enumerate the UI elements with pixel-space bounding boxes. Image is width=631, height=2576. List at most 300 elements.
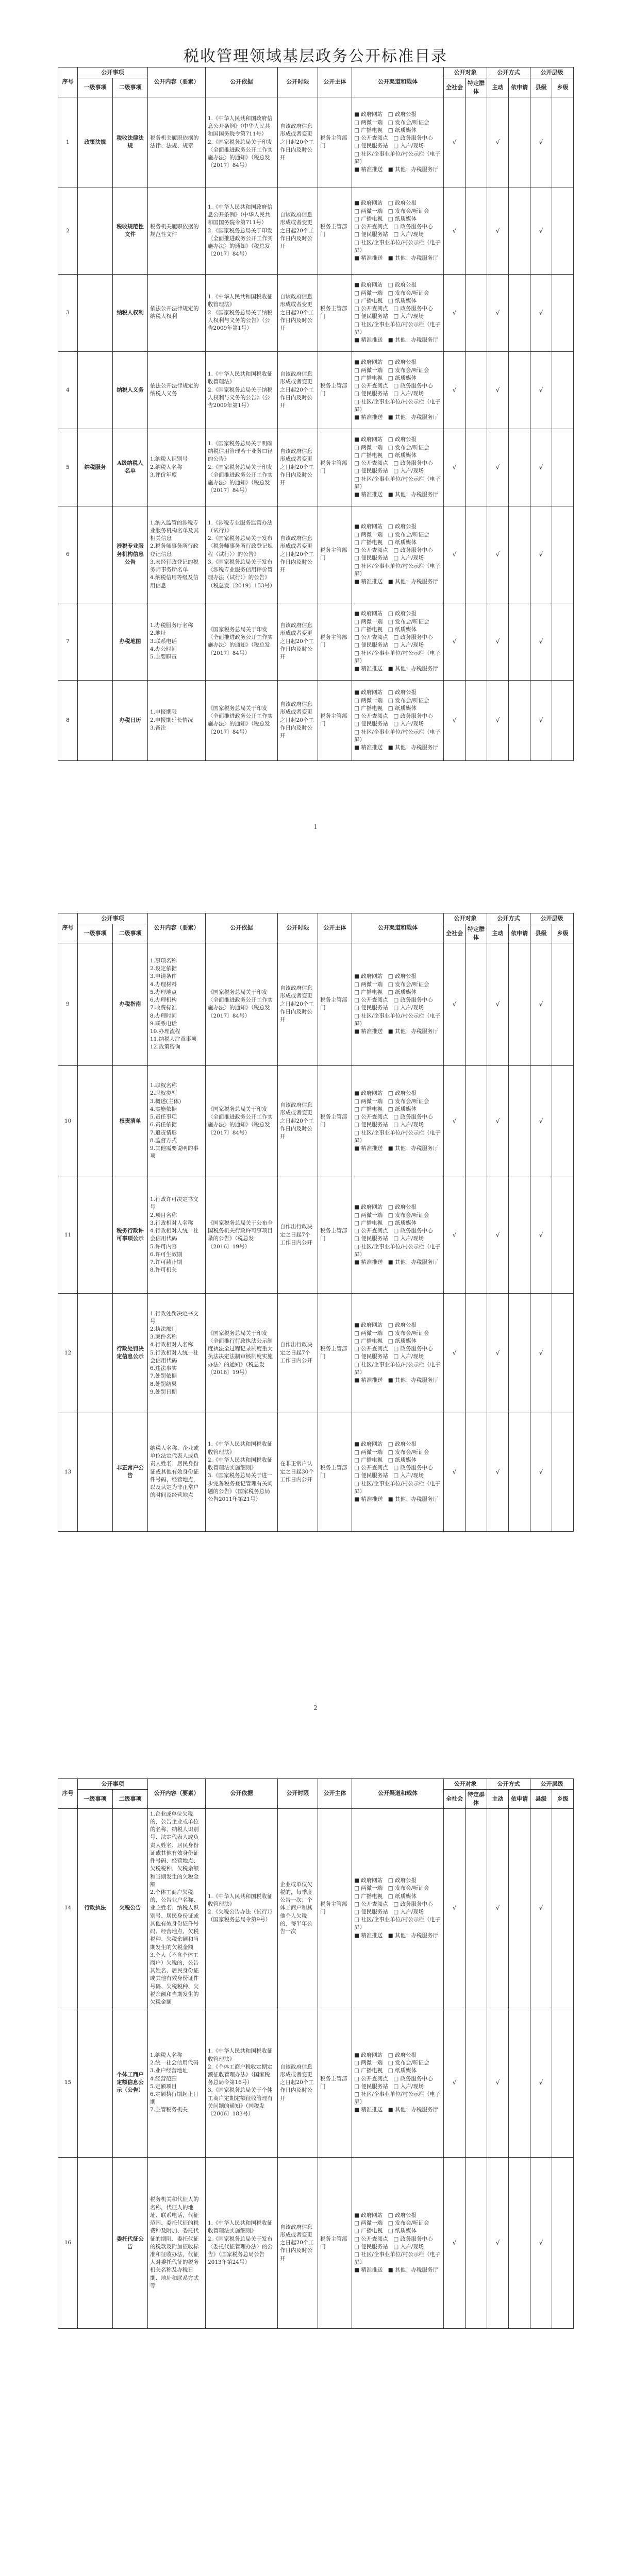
row-check-apply xyxy=(509,680,530,760)
row-check-apply xyxy=(509,1808,530,2008)
row-check-spec xyxy=(466,1177,487,1293)
row-check-active: √ xyxy=(487,603,509,680)
row-basis: 1.《中华人民共和国税收征收管理法》 2.《个体工商户税收定期定额征收管理办法》（国家税务总局令第16号） 3.《国家税务总局关于个体工商户定期定额征收管理有关问题的通知》（国税发〔2006〕183号） xyxy=(206,2008,278,2158)
row-channel: ■ 政府网站 □ 政府公报 □ 两微一端 □ 发布会/听证会 □ 广播电视 □ 纸质媒体 □ 公开查阅点 □ 政务服务中心 □ 便民服务站 □ 入户/现场 □ 社区/企事业单位/村公示栏（电子屏） ■ 精准推送 ■ 其他：办税服务厅 xyxy=(352,1177,444,1293)
row-content: 依法公开法律规定的纳税人权利 xyxy=(148,274,206,351)
row-check-active: √ xyxy=(487,188,509,274)
row-check-apply xyxy=(509,943,530,1065)
row-check-active: √ xyxy=(487,351,509,429)
row-channel: ■ 政府网站 □ 政府公报 □ 两微一端 □ 发布会/听证会 □ 广播电视 □ 纸质媒体 □ 公开查阅点 □ 政务服务中心 □ 便民服务站 □ 入户/现场 □ 社区/企事业单位/村公示栏（电子屏） ■ 精准推送 ■ 其他：办税服务厅 xyxy=(352,188,444,274)
row-subject: 税务主管部门 xyxy=(318,429,352,506)
header-method-apply: 依申请 xyxy=(509,78,530,97)
row-check-all: √ xyxy=(444,1065,466,1177)
row-item-l2: 纳税人义务 xyxy=(113,351,148,429)
header-obj-specific: 特定群体 xyxy=(466,1789,487,1808)
row-content: 1.办税服务厅名称 2.地址 3.联系电话 4.办公时间 5.主要职责 xyxy=(148,603,206,680)
row-check-county: √ xyxy=(530,506,552,603)
row-check-all: √ xyxy=(444,1177,466,1293)
row-channel: ■ 政府网站 □ 政府公报 □ 两微一端 □ 发布会/听证会 □ 广播电视 □ 纸质媒体 □ 公开查阅点 □ 政务服务中心 □ 便民服务站 □ 入户/现场 □ 社区/企事业单位/村公示栏（电子屏） ■ 精准推送 ■ 其他：办税服务厅 xyxy=(352,2158,444,2329)
row-seq: 4 xyxy=(58,351,78,429)
catalog-table-page-1 xyxy=(58,67,574,761)
table-row xyxy=(58,351,574,429)
row-check-active: √ xyxy=(487,1808,509,2008)
row-time: 自该政府信息形成或者变更之日起20个工作日内及时公开 xyxy=(278,506,318,603)
header-basis: 公开依据 xyxy=(206,67,278,97)
row-check-apply xyxy=(509,429,530,506)
row-check-spec xyxy=(466,506,487,603)
row-item-l2: 涉税专业服务机构信息公告 xyxy=(113,506,148,603)
row-check-spec xyxy=(466,680,487,760)
row-check-town xyxy=(552,603,574,680)
row-channel: ■ 政府网站 □ 政府公报 □ 两微一端 □ 发布会/听证会 □ 广播电视 □ 纸质媒体 □ 公开查阅点 □ 政务服务中心 □ 便民服务站 □ 入户/现场 □ 社区/企事业单位/村公示栏（电子屏） ■ 精准推送 ■ 其他：办税服务厅 xyxy=(352,1293,444,1413)
row-time: 自该政府信息形成或者变更之日起20个工作日内及时公开 xyxy=(278,2008,318,2158)
row-item-l1 xyxy=(78,603,113,680)
header-method-apply: 依申请 xyxy=(509,1789,530,1808)
row-check-county: √ xyxy=(530,2158,552,2329)
row-item-l2: 税收规范性文件 xyxy=(113,188,148,274)
row-item-l2: 办税日历 xyxy=(113,680,148,760)
row-check-spec xyxy=(466,603,487,680)
row-check-active: √ xyxy=(487,274,509,351)
header-basis: 公开依据 xyxy=(206,913,278,943)
row-check-all: √ xyxy=(444,2008,466,2158)
table-row xyxy=(58,506,574,603)
row-time: 在非正常户认定之日起30个工作日内公开 xyxy=(278,1413,318,1531)
header-level-town: 乡级 xyxy=(552,78,574,97)
table-row xyxy=(58,1065,574,1177)
row-check-apply xyxy=(509,274,530,351)
header-item-l2: 二级事项 xyxy=(113,1789,148,1808)
row-item-l2: 税务行政许可事项公示 xyxy=(113,1177,148,1293)
row-item-l1 xyxy=(78,2158,113,2329)
row-check-spec xyxy=(466,2008,487,2158)
row-check-town xyxy=(552,429,574,506)
row-check-active: √ xyxy=(487,943,509,1065)
row-basis: 《国家税务总局关于印发〈全面推进政务公开工作实施办法〉的通知》（税总发〔2017〕84号） xyxy=(206,680,278,760)
row-basis: 1.《中华人民共和国税收征收管理法》 2.《中华人民共和国税收征收管理法实施细则》 3.《国家税务总局关于进一步完善税务登记管理有关问题的公告》（国家税务总局公告2011年第21号） xyxy=(206,1413,278,1531)
row-subject: 税务主管部门 xyxy=(318,2158,352,2329)
row-check-apply xyxy=(509,1065,530,1177)
header-seq: 序号 xyxy=(58,67,78,97)
row-check-county: √ xyxy=(530,1293,552,1413)
row-check-all: √ xyxy=(444,680,466,760)
header-time: 公开时限 xyxy=(278,67,318,97)
row-check-county: √ xyxy=(530,351,552,429)
row-channel: ■ 政府网站 □ 政府公报 □ 两微一端 □ 发布会/听证会 □ 广播电视 □ 纸质媒体 □ 公开查阅点 □ 政务服务中心 □ 便民服务站 □ 入户/现场 □ 社区/企事业单位/村公示栏（电子屏） ■ 精准推送 ■ 其他：办税服务厅 xyxy=(352,506,444,603)
header-level-town: 乡级 xyxy=(552,924,574,943)
row-check-all: √ xyxy=(444,2158,466,2329)
header-method: 公开方式 xyxy=(487,67,530,78)
header-content: 公开内容（要素） xyxy=(148,1779,206,1809)
header-method-apply: 依申请 xyxy=(509,924,530,943)
row-channel: ■ 政府网站 □ 政府公报 □ 两微一端 □ 发布会/听证会 □ 广播电视 □ 纸质媒体 □ 公开查阅点 □ 政务服务中心 □ 便民服务站 □ 入户/现场 □ 社区/企事业单位/村公示栏（电子屏） ■ 精准推送 ■ 其他：办税服务厅 xyxy=(352,1413,444,1531)
row-seq: 1 xyxy=(58,97,78,188)
header-item: 公开事项 xyxy=(78,1779,148,1790)
row-check-town xyxy=(552,1808,574,2008)
row-basis: 1.《中华人民共和国政府信息公开条例》（中华人民共和国国务院令第711号） 2.《国家税务总局关于印发〈全面推进政务公开工作实施办法〉的通知》（税总发〔2017〕84号） xyxy=(206,188,278,274)
header-time: 公开时限 xyxy=(278,1779,318,1809)
row-item-l1: 行政执法 xyxy=(78,1808,113,2008)
row-check-spec xyxy=(466,1413,487,1531)
row-item-l2: 办税指南 xyxy=(113,943,148,1065)
header-item-l2: 二级事项 xyxy=(113,924,148,943)
header-item-l2: 二级事项 xyxy=(113,78,148,97)
row-subject: 税务主管部门 xyxy=(318,274,352,351)
row-seq: 12 xyxy=(58,1293,78,1413)
header-method-active: 主动 xyxy=(487,924,509,943)
row-basis: 1.《中华人民共和国税收征收管理法》 2.《国家税务总局关于纳税人权利与义务的公告》（公告2009年第1号） xyxy=(206,274,278,351)
row-item-l1 xyxy=(78,506,113,603)
row-time: 自该政府信息形成或者变更之日起20个工作日内及时公开 xyxy=(278,943,318,1065)
row-basis: 1.《中华人民共和国税收征收管理法》 2.《欠税公告办法（试行）》（国家税务总局令第9号） xyxy=(206,1808,278,2008)
row-check-county: √ xyxy=(530,429,552,506)
header-level-town: 乡级 xyxy=(552,1789,574,1808)
header-method: 公开方式 xyxy=(487,1779,530,1790)
header-obj-all: 全社会 xyxy=(444,924,466,943)
row-basis: 1.《中华人民共和国税收征收管理法实施细则》 2.《国家税务总局关于发布〈委托代征管理办法〉的公告》（国家税务总局公告2013年第24号） xyxy=(206,2158,278,2329)
row-check-all: √ xyxy=(444,1413,466,1531)
row-subject: 税务主管部门 xyxy=(318,351,352,429)
row-check-county: √ xyxy=(530,97,552,188)
row-check-town xyxy=(552,1065,574,1177)
table-row xyxy=(58,1413,574,1531)
table-body-page-3 xyxy=(58,1808,574,2328)
row-check-town xyxy=(552,506,574,603)
row-seq: 11 xyxy=(58,1177,78,1293)
row-subject: 税务主管部门 xyxy=(318,188,352,274)
catalog-table-page-2 xyxy=(58,913,574,1532)
header-channel: 公开渠道和载体 xyxy=(352,913,444,943)
row-subject: 税务主管部门 xyxy=(318,1413,352,1531)
row-check-apply xyxy=(509,2158,530,2329)
row-check-apply xyxy=(509,2008,530,2158)
row-check-spec xyxy=(466,1065,487,1177)
table-body-page-1 xyxy=(58,97,574,760)
row-time: 自该政府信息形成或者变更之日起20个工作日内及时公开 xyxy=(278,2158,318,2329)
row-seq: 8 xyxy=(58,680,78,760)
row-seq: 10 xyxy=(58,1065,78,1177)
table-row xyxy=(58,2008,574,2158)
row-seq: 14 xyxy=(58,1808,78,2008)
row-check-apply xyxy=(509,97,530,188)
row-check-active: √ xyxy=(487,97,509,188)
header-level-county: 县级 xyxy=(530,924,552,943)
row-subject: 税务主管部门 xyxy=(318,1808,352,2008)
row-content: 1.事项名称 2.设定依据 3.申请条件 4.办理材料 5.办理地点 6.办理机构 7.收费标准 8.办理时间 9.联系电话 10.办理流程 11.纳税人注意事项 12.政策咨询 xyxy=(148,943,206,1065)
row-content: 1.行政处罚决定书文号 2.执法部门 3.案件名称 4.行政相对人名称 5.行政相对人统一社会信用代码 6.违法事实 7.处罚依据 8.处罚结果 9.处罚日期 xyxy=(148,1293,206,1413)
row-time: 自该政府信息形成或者变更之日起20个工作日内及时公开 xyxy=(278,188,318,274)
row-check-county: √ xyxy=(530,943,552,1065)
row-check-county: √ xyxy=(530,274,552,351)
row-item-l2: 行政处罚决定信息公示 xyxy=(113,1293,148,1413)
row-channel: ■ 政府网站 □ 政府公报 □ 两微一端 □ 发布会/听证会 □ 广播电视 □ 纸质媒体 □ 公开查阅点 □ 政务服务中心 □ 便民服务站 □ 入户/现场 □ 社区/企事业单位/村公示栏（电子屏） ■ 精准推送 ■ 其他：办税服务厅 xyxy=(352,1065,444,1177)
row-basis: 1.《中华人民共和国税收征收管理法》 2.《国家税务总局关于纳税人权利与义务的公告》（公告2009年第1号） xyxy=(206,351,278,429)
header-subject: 公开主体 xyxy=(318,67,352,97)
row-time: 自作出行政决定之日起7个工作日内公开 xyxy=(278,1177,318,1293)
row-channel: ■ 政府网站 □ 政府公报 □ 两微一端 □ 发布会/听证会 □ 广播电视 □ 纸质媒体 □ 公开查阅点 □ 政务服务中心 □ 便民服务站 □ 入户/现场 □ 社区/企事业单位/村公示栏（电子屏） ■ 精准推送 ■ 其他：办税服务厅 xyxy=(352,274,444,351)
header-obj-specific: 特定群体 xyxy=(466,78,487,97)
header-subject: 公开主体 xyxy=(318,913,352,943)
row-item-l1 xyxy=(78,351,113,429)
row-item-l2: 委托代征公告 xyxy=(113,2158,148,2329)
row-seq: 15 xyxy=(58,2008,78,2158)
row-item-l2: 非正常户公告 xyxy=(113,1413,148,1531)
row-time: 自该政府信息形成或者变更之日起20个工作日内及时公开 xyxy=(278,680,318,760)
row-subject: 税务主管部门 xyxy=(318,506,352,603)
table-row xyxy=(58,1293,574,1413)
table-body-page-2 xyxy=(58,943,574,1531)
table-row xyxy=(58,274,574,351)
row-channel: ■ 政府网站 □ 政府公报 □ 两微一端 □ 发布会/听证会 □ 广播电视 □ 纸质媒体 □ 公开查阅点 □ 政务服务中心 □ 便民服务站 □ 入户/现场 □ 社区/企事业单位/村公示栏（电子屏） ■ 精准推送 ■ 其他：办税服务厅 xyxy=(352,603,444,680)
row-check-spec xyxy=(466,351,487,429)
header-obj-specific: 特定群体 xyxy=(466,924,487,943)
row-check-town xyxy=(552,943,574,1065)
header-time: 公开时限 xyxy=(278,913,318,943)
row-check-all: √ xyxy=(444,506,466,603)
row-seq: 6 xyxy=(58,506,78,603)
row-check-county: √ xyxy=(530,188,552,274)
row-item-l1 xyxy=(78,274,113,351)
row-basis: 1.《涉税专业服务监管办法（试行）》 2.《国家税务总局关于发布〈税务师事务所行政登记规程（试行）〉的公告》 3.《国家税务总局关于发布〈涉税专业服务信用评价管理办法（试行）〉的公告》（税总发〔2019〕153号） xyxy=(206,506,278,603)
row-basis: 《国家税务总局关于印发〈全面推进政务公开工作实施办法〉的通知》（税总发〔2017〕84号） xyxy=(206,943,278,1065)
row-time: 自该政府信息形成或者变更之日起20个工作日内及时公开 xyxy=(278,1065,318,1177)
row-check-active: √ xyxy=(487,680,509,760)
row-item-l1 xyxy=(78,1065,113,1177)
row-check-town xyxy=(552,2008,574,2158)
row-check-active: √ xyxy=(487,1413,509,1531)
row-check-all: √ xyxy=(444,97,466,188)
row-check-spec xyxy=(466,1808,487,2008)
row-item-l1 xyxy=(78,1413,113,1531)
row-seq: 3 xyxy=(58,274,78,351)
header-seq: 序号 xyxy=(58,1779,78,1809)
row-content: 1.行政许可决定书文号 2.项目名称 3.行政相对人名称 4.行政相对人统一社会信用代码 5.许可内容 6.许可生效期 7.许可截止期 8.许可机关 xyxy=(148,1177,206,1293)
row-seq: 7 xyxy=(58,603,78,680)
row-item-l1: 政策法规 xyxy=(78,97,113,188)
row-basis: 《国家税务总局关于印发〈全面推进政务公开工作实施办法〉的通知》（税总发〔2017〕84号） xyxy=(206,1065,278,1177)
header-item-l1: 一级事项 xyxy=(78,78,113,97)
row-item-l1 xyxy=(78,2008,113,2158)
row-subject: 税务主管部门 xyxy=(318,680,352,760)
row-item-l2: 纳税人权利 xyxy=(113,274,148,351)
row-channel: ■ 政府网站 □ 政府公报 □ 两微一端 □ 发布会/听证会 □ 广播电视 □ 纸质媒体 □ 公开查阅点 □ 政务服务中心 □ 便民服务站 □ 入户/现场 □ 社区/企事业单位/村公示栏（电子屏） ■ 精准推送 ■ 其他：办税服务厅 xyxy=(352,351,444,429)
header-item: 公开事项 xyxy=(78,67,148,78)
row-item-l1 xyxy=(78,680,113,760)
row-basis: 《国家税务总局关于印发〈全面推行行政执法公示制度执法全过程记录制度重大执法决定法制审核制度实施办法〉的通知》（税总发〔2016〕19号） xyxy=(206,1293,278,1413)
header-seq: 序号 xyxy=(58,913,78,943)
row-item-l2: 权责清单 xyxy=(113,1065,148,1177)
row-content: 1.申报期限 2.申报期延长情况 3.备注 xyxy=(148,680,206,760)
row-check-town xyxy=(552,1293,574,1413)
row-check-active: √ xyxy=(487,1177,509,1293)
row-check-spec xyxy=(466,2158,487,2329)
header-method: 公开方式 xyxy=(487,913,530,924)
row-check-town xyxy=(552,351,574,429)
page-number: 1 xyxy=(313,823,318,831)
header-channel: 公开渠道和载体 xyxy=(352,67,444,97)
row-channel: ■ 政府网站 □ 政府公报 □ 两微一端 □ 发布会/听证会 □ 广播电视 □ 纸质媒体 □ 公开查阅点 □ 政务服务中心 □ 便民服务站 □ 入户/现场 □ 社区/企事业单位/村公示栏（电子屏） ■ 精准推送 ■ 其他：办税服务厅 xyxy=(352,97,444,188)
row-subject: 税务主管部门 xyxy=(318,1293,352,1413)
row-item-l2: 个体工商户定额信息公示（公告） xyxy=(113,2008,148,2158)
row-channel: ■ 政府网站 □ 政府公报 □ 两微一端 □ 发布会/听证会 □ 广播电视 □ 纸质媒体 □ 公开查阅点 □ 政务服务中心 □ 便民服务站 □ 入户/现场 □ 社区/企事业单位/村公示栏（电子屏） ■ 精准推送 ■ 其他：办税服务厅 xyxy=(352,429,444,506)
row-item-l1: 纳税服务 xyxy=(78,429,113,506)
row-item-l1 xyxy=(78,1293,113,1413)
row-check-county: √ xyxy=(530,1065,552,1177)
row-basis: 1.《国家税务总局关于明确纳税信用管理若干业务口径的公告》 2.《国家税务总局关于印发〈全面推进政务公开工作实施办法〉的通知》（税总发〔2017〕84号） xyxy=(206,429,278,506)
row-check-apply xyxy=(509,1293,530,1413)
page-number: 2 xyxy=(313,1704,318,1711)
document-page-3 xyxy=(0,1752,631,2576)
row-subject: 税务主管部门 xyxy=(318,943,352,1065)
row-time: 自该政府信息形成或者变更之日起20个工作日内及时公开 xyxy=(278,97,318,188)
row-item-l2: 税收法律法规 xyxy=(113,97,148,188)
header-object: 公开对象 xyxy=(444,913,487,924)
row-content: 1.企业或单位欠税的，公告企业或单位的名称、纳税人识别号、法定代表人或负责人姓名、居民身份证或其他有效身份证件号码、经营地点、欠税税种、欠税余额和当期发生的欠税金额 2.个体工商户欠税的，公告业户名称、业主姓名、纳税人识别号、居民身份证或其他有效身份证件号码、经营地点、欠税税种、欠税余额和当期发生的欠税金额 3.个人（不含个体工商户）欠税的，公告其姓名、居民身份证或其他有效身份证件号码、欠税税种、欠税余额和当期发生的欠税金额 xyxy=(148,1808,206,2008)
row-check-town xyxy=(552,680,574,760)
row-check-active: √ xyxy=(487,1293,509,1413)
row-subject: 税务主管部门 xyxy=(318,1065,352,1177)
row-time: 自作出行政决定之日起7个工作日内公开 xyxy=(278,1293,318,1413)
header-subject: 公开主体 xyxy=(318,1779,352,1809)
header-method-active: 主动 xyxy=(487,78,509,97)
row-content: 1.纳税人名称 2.统一社会信用代码 3.业户经营地址 4.经营范围 5.定额项目 6.定额执行期起止日期 7.主管税务机关 xyxy=(148,2008,206,2158)
row-basis: 1.《中华人民共和国政府信息公开条例》（中华人民共和国国务院令第711号） 2.《国家税务总局关于印发〈全面推进政务公开工作实施办法〉的通知》（税总发〔2017〕84号） xyxy=(206,97,278,188)
header-item: 公开事项 xyxy=(78,913,148,924)
document-title: 税收管理领域基层政务公开标准目录 xyxy=(184,47,447,65)
row-check-apply xyxy=(509,351,530,429)
header-channel: 公开渠道和载体 xyxy=(352,1779,444,1809)
row-content: 1.职权名称 2.职权类型 3.概述(主体) 4.实施依据 5.责任事项 6.责任依据 7.追责情形 8.监督方式 9.其他需要说明的事项 xyxy=(148,1065,206,1177)
row-check-apply xyxy=(509,506,530,603)
table-row xyxy=(58,1177,574,1293)
header-item-l1: 一级事项 xyxy=(78,1789,113,1808)
row-content: 1.纳入监管的涉税专业服务机构名单及其相关信息 2.税务师事务所行政登记信息 3.未经行政登记的税务师事务所名单 4.纳税信用等级及信用信息 xyxy=(148,506,206,603)
header-content: 公开内容（要素） xyxy=(148,67,206,97)
table-row xyxy=(58,680,574,760)
row-basis: 《国家税务总局关于印发〈全面推进政务公开工作实施办法〉的通知》（税总发〔2017〕84号） xyxy=(206,603,278,680)
row-check-town xyxy=(552,2158,574,2329)
row-check-spec xyxy=(466,1293,487,1413)
row-time: 自该政府信息形成或者变更之日起20个工作日内及时公开 xyxy=(278,274,318,351)
row-check-town xyxy=(552,1177,574,1293)
row-basis: 《国家税务总局关于公布全国税务机关行政许可事项目录的公告》（税总发〔2016〕19号） xyxy=(206,1177,278,1293)
row-check-town xyxy=(552,188,574,274)
row-check-apply xyxy=(509,1413,530,1531)
row-content: 纳税人名称、企业或单位法定代表人或负责人姓名、居民身份证或其他有效身份证件号码、经营地点，以及认定为非正常户的时间及经营地点 xyxy=(148,1413,206,1531)
header-item-l1: 一级事项 xyxy=(78,924,113,943)
header-level: 公开层级 xyxy=(530,1779,574,1790)
row-content: 税务机关履职依据的法律、法规、规章 xyxy=(148,97,206,188)
document-page-1 xyxy=(0,0,631,886)
row-channel: ■ 政府网站 □ 政府公报 □ 两微一端 □ 发布会/听证会 □ 广播电视 □ 纸质媒体 □ 公开查阅点 □ 政务服务中心 □ 便民服务站 □ 入户/现场 □ 社区/企事业单位/村公示栏（电子屏） ■ 精准推送 ■ 其他：办税服务厅 xyxy=(352,1808,444,2008)
row-time: 企业或单位欠税的，每季度公告一次；个体工商户和其他个人欠税的，每半年公告一次 xyxy=(278,1808,318,2008)
row-check-town xyxy=(552,1413,574,1531)
row-check-active: √ xyxy=(487,2158,509,2329)
header-level: 公开层级 xyxy=(530,67,574,78)
header-method-active: 主动 xyxy=(487,1789,509,1808)
row-check-county: √ xyxy=(530,2008,552,2158)
row-channel: ■ 政府网站 □ 政府公报 □ 两微一端 □ 发布会/听证会 □ 广播电视 □ 纸质媒体 □ 公开查阅点 □ 政务服务中心 □ 便民服务站 □ 入户/现场 □ 社区/企事业单位/村公示栏（电子屏） ■ 精准推送 ■ 其他：办税服务厅 xyxy=(352,2008,444,2158)
header-content: 公开内容（要素） xyxy=(148,913,206,943)
catalog-table-page-3 xyxy=(58,1778,574,2329)
row-content: 1.纳税人识别号 2.纳税人名称 3.评价年度 xyxy=(148,429,206,506)
row-time: 自该政府信息形成或者变更之日起20个工作日内及时公开 xyxy=(278,429,318,506)
row-check-spec xyxy=(466,943,487,1065)
table-row xyxy=(58,2158,574,2329)
row-check-county: √ xyxy=(530,1413,552,1531)
row-subject: 税务主管部门 xyxy=(318,1177,352,1293)
row-content: 税务机关和代征人的名称，代征人的地址、联系电话，代征范围、委托代征的税费种及附加、委托代征的期限、委托代征的税款及附加征收标准和征收办法，代征人对委托代征的税务机关名称及办税日期、地址和联系方式等 xyxy=(148,2158,206,2329)
document-page-2 xyxy=(0,886,631,1752)
row-item-l2: A级纳税人名单 xyxy=(113,429,148,506)
row-check-apply xyxy=(509,603,530,680)
table-row xyxy=(58,97,574,188)
table-row xyxy=(58,429,574,506)
row-time: 自该政府信息形成或者变更之日起20个工作日内及时公开 xyxy=(278,351,318,429)
row-check-all: √ xyxy=(444,274,466,351)
row-seq: 5 xyxy=(58,429,78,506)
row-item-l2: 欠税公告 xyxy=(113,1808,148,2008)
row-check-county: √ xyxy=(530,1177,552,1293)
table-row xyxy=(58,943,574,1065)
table-row xyxy=(58,603,574,680)
header-object: 公开对象 xyxy=(444,67,487,78)
row-check-all: √ xyxy=(444,188,466,274)
row-item-l1 xyxy=(78,943,113,1065)
row-check-county: √ xyxy=(530,680,552,760)
row-check-all: √ xyxy=(444,429,466,506)
header-object: 公开对象 xyxy=(444,1779,487,1790)
row-subject: 税务主管部门 xyxy=(318,603,352,680)
row-check-spec xyxy=(466,429,487,506)
row-channel: ■ 政府网站 □ 政府公报 □ 两微一端 □ 发布会/听证会 □ 广播电视 □ 纸质媒体 □ 公开查阅点 □ 政务服务中心 □ 便民服务站 □ 入户/现场 □ 社区/企事业单位/村公示栏（电子屏） ■ 精准推送 ■ 其他：办税服务厅 xyxy=(352,943,444,1065)
row-item-l1 xyxy=(78,1177,113,1293)
header-level: 公开层级 xyxy=(530,913,574,924)
row-check-all: √ xyxy=(444,943,466,1065)
row-check-county: √ xyxy=(530,603,552,680)
header-obj-all: 全社会 xyxy=(444,78,466,97)
table-row xyxy=(58,188,574,274)
header-level-county: 县级 xyxy=(530,1789,552,1808)
row-check-all: √ xyxy=(444,351,466,429)
row-check-active: √ xyxy=(487,506,509,603)
header-basis: 公开依据 xyxy=(206,1779,278,1809)
table-row xyxy=(58,1808,574,2008)
row-content: 依法公开法律规定的纳税人义务 xyxy=(148,351,206,429)
row-check-all: √ xyxy=(444,1808,466,2008)
row-check-active: √ xyxy=(487,429,509,506)
row-check-apply xyxy=(509,188,530,274)
row-item-l2: 办税地图 xyxy=(113,603,148,680)
row-subject: 税务主管部门 xyxy=(318,2008,352,2158)
row-check-town xyxy=(552,274,574,351)
header-level-county: 县级 xyxy=(530,78,552,97)
row-content: 税务机关履职依据的规范性文件 xyxy=(148,188,206,274)
row-check-all: √ xyxy=(444,603,466,680)
row-check-apply xyxy=(509,1177,530,1293)
row-check-spec xyxy=(466,188,487,274)
row-seq: 9 xyxy=(58,943,78,1065)
row-seq: 2 xyxy=(58,188,78,274)
row-subject: 税务主管部门 xyxy=(318,97,352,188)
row-check-county: √ xyxy=(530,1808,552,2008)
row-seq: 13 xyxy=(58,1413,78,1531)
row-time: 自该政府信息形成或者变更之日起20个工作日内及时公开 xyxy=(278,603,318,680)
row-check-spec xyxy=(466,97,487,188)
row-channel: ■ 政府网站 □ 政府公报 □ 两微一端 □ 发布会/听证会 □ 广播电视 □ 纸质媒体 □ 公开查阅点 □ 政务服务中心 □ 便民服务站 □ 入户/现场 □ 社区/企事业单位/村公示栏（电子屏） ■ 精准推送 ■ 其他：办税服务厅 xyxy=(352,680,444,760)
row-check-spec xyxy=(466,274,487,351)
row-check-active: √ xyxy=(487,1065,509,1177)
